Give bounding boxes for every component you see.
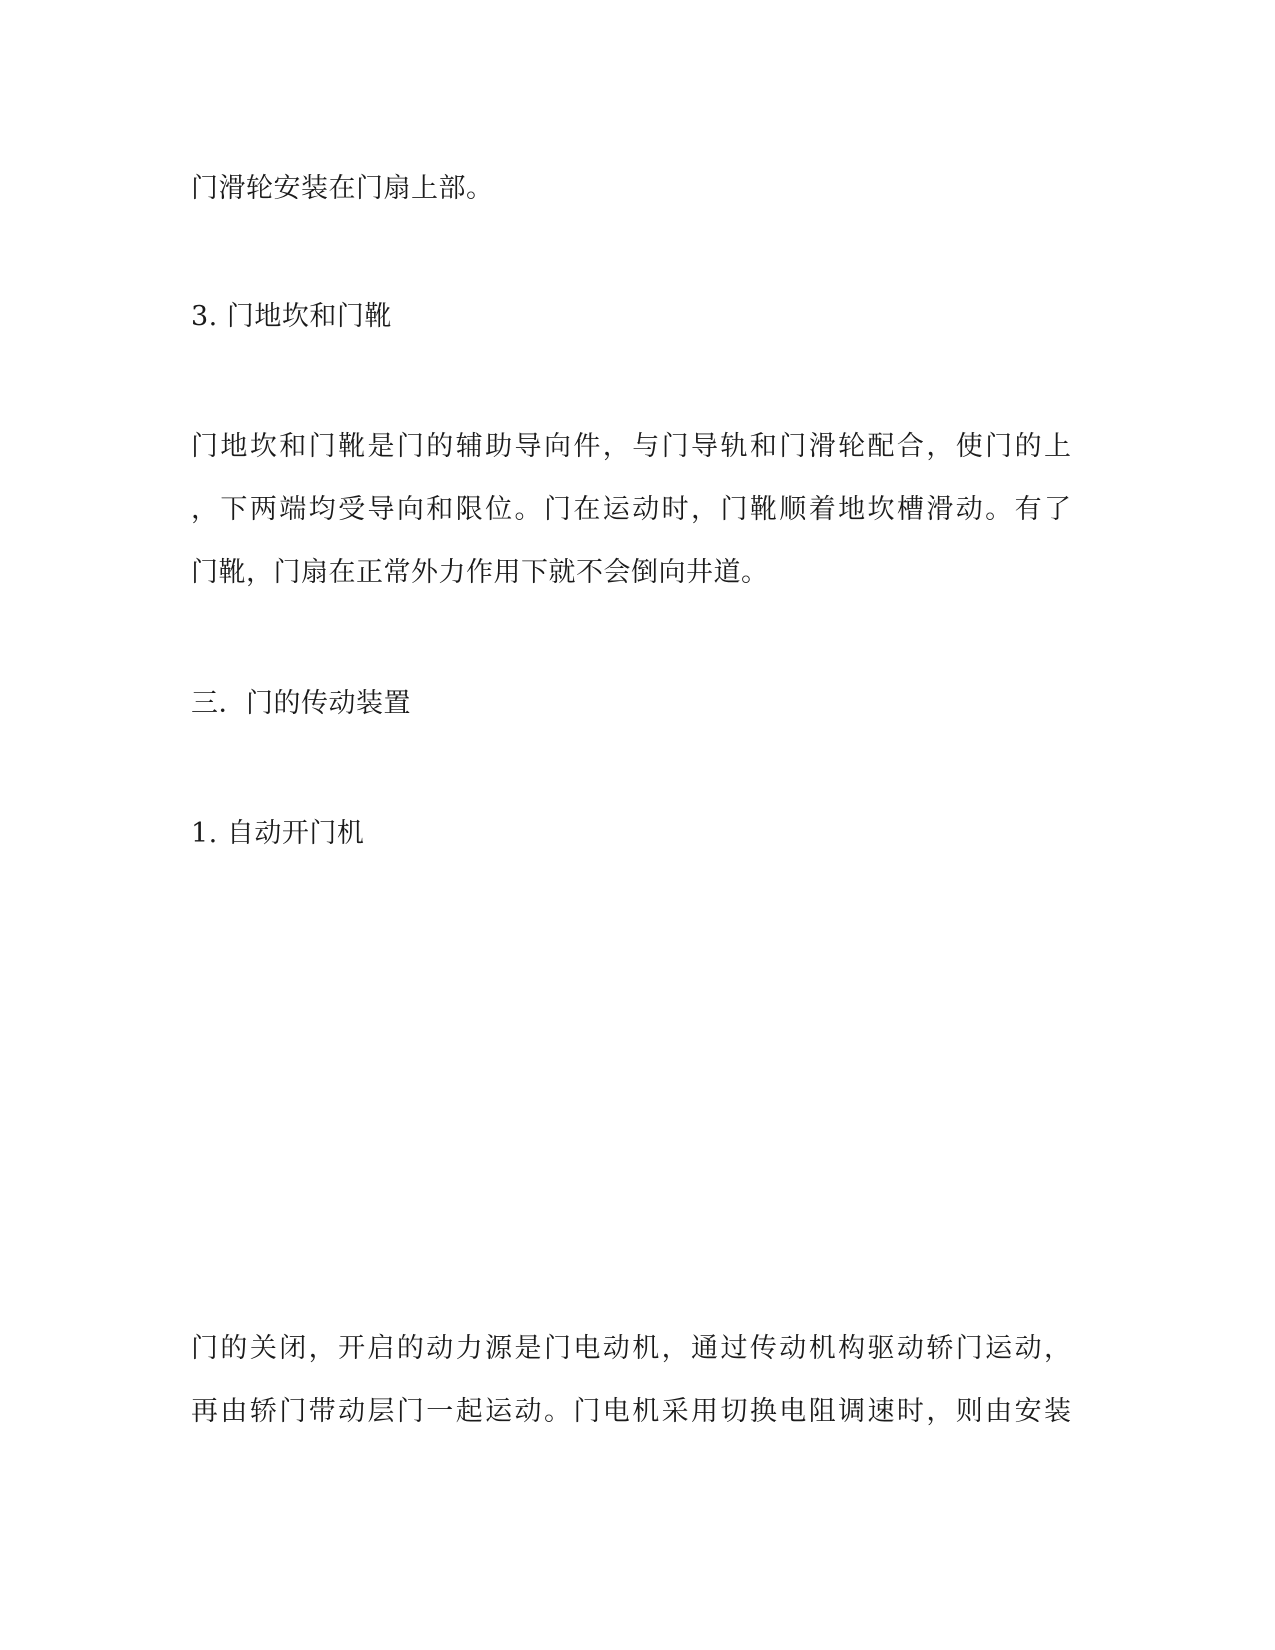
subsection-heading: 1. 自动开门机 (191, 818, 365, 849)
paragraph-text: 门的关闭，开启的动力源是门电动机，通过传动机构驱动轿门运动， (191, 1333, 1071, 1364)
paragraph-text: 门靴，门扇在正常外力作用下就不会倒向井道。 (191, 557, 769, 588)
paragraph-text: 再由轿门带动层门一起运动。门电机采用切换电阻调速时，则由安装 (191, 1396, 1071, 1427)
subsection-heading: 3. 门地坎和门靴 (191, 301, 392, 332)
paragraph-text: ，下两端均受导向和限位。门在运动时，门靴顺着地坎槽滑动。有了 (191, 494, 1071, 525)
section-heading: 三．门的传动装置 (191, 688, 411, 719)
paragraph-text: 门地坎和门靴是门的辅助导向件，与门导轨和门滑轮配合，使门的上 (191, 431, 1071, 462)
paragraph-text: 门滑轮安装在门扇上部。 (191, 173, 494, 204)
